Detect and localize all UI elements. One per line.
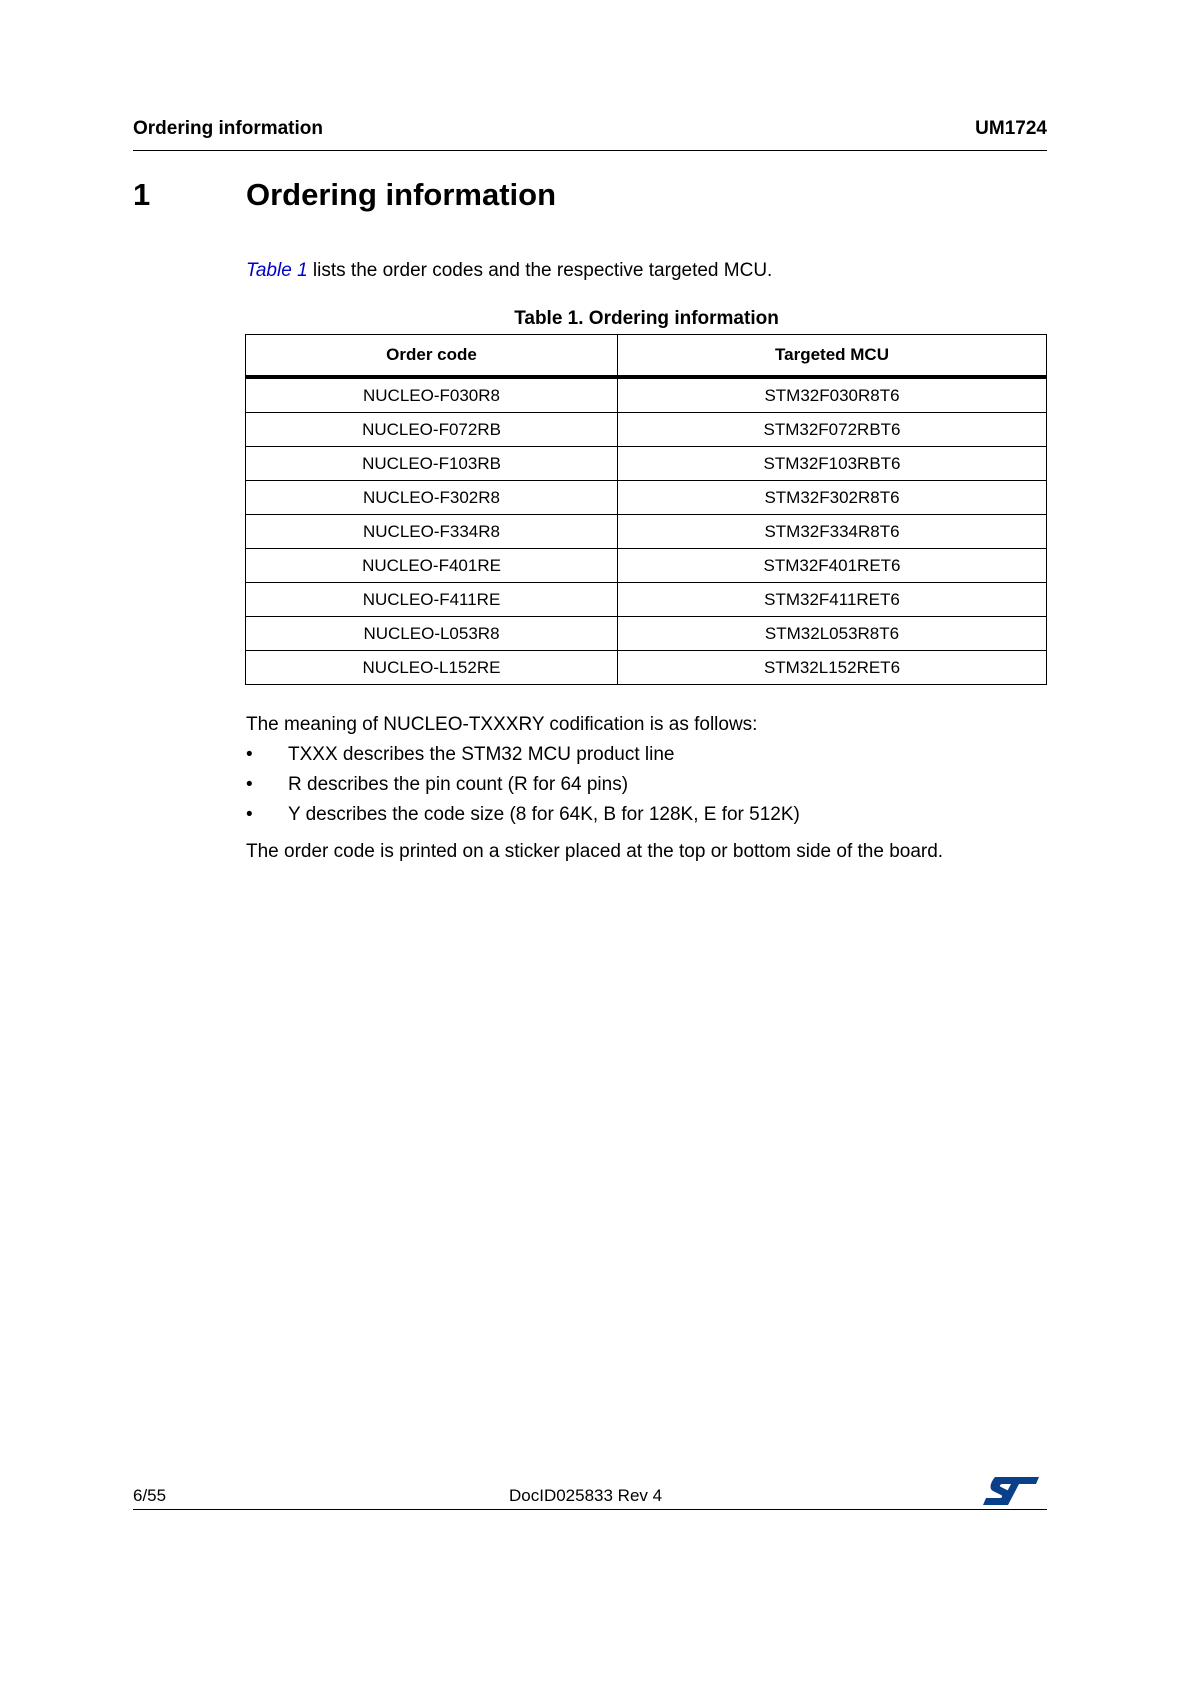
intro-paragraph (246, 260, 772, 282)
mcu-cell: STM32F401RET6 (618, 549, 1047, 583)
bullet-icon: • (246, 744, 253, 765)
table-1-link[interactable]: Table 1 (246, 260, 308, 281)
order-code-cell: NUCLEO-F334R8 (246, 515, 618, 549)
table-row (246, 447, 1047, 481)
header-targeted-mcu: Targeted MCU (618, 335, 1047, 378)
mcu-cell: STM32F411RET6 (618, 583, 1047, 617)
page-header (133, 116, 1047, 151)
table-row (246, 377, 1047, 413)
order-code-cell: NUCLEO-L053R8 (246, 617, 618, 651)
table-row (246, 515, 1047, 549)
table-caption: Table 1. Ordering information (514, 308, 779, 329)
mcu-cell: STM32F030R8T6 (618, 377, 1047, 413)
page-number: 6/55 (133, 1486, 167, 1505)
st-logo-icon (981, 1474, 1041, 1508)
table-row (246, 413, 1047, 447)
header-order-code: Order code (246, 335, 618, 378)
table-header-row (246, 335, 1047, 378)
sticker-note: The order code is printed on a sticker placed at the top or bottom side of the board. (246, 841, 944, 862)
list-item (246, 805, 800, 835)
mcu-cell: STM32F302R8T6 (618, 481, 1047, 515)
order-code-cell: NUCLEO-F302R8 (246, 481, 618, 515)
section-number: 1 (133, 177, 151, 212)
mcu-cell: STM32F103RBT6 (618, 447, 1047, 481)
list-item (246, 775, 800, 805)
section-title: Ordering information (246, 177, 556, 212)
table-row (246, 583, 1047, 617)
mcu-cell: STM32F334R8T6 (618, 515, 1047, 549)
doc-id: DocID025833 Rev 4 (509, 1486, 663, 1505)
order-code-cell: NUCLEO-F030R8 (246, 377, 618, 413)
header-section-title: Ordering information (133, 118, 323, 139)
order-code-cell: NUCLEO-L152RE (246, 651, 618, 685)
bullet-icon: • (246, 774, 253, 795)
table-row (246, 549, 1047, 583)
order-code-cell: NUCLEO-F072RB (246, 413, 618, 447)
mcu-cell: STM32F072RBT6 (618, 413, 1047, 447)
page-footer (133, 1480, 1047, 1510)
bullet-icon: • (246, 804, 253, 825)
mcu-cell: STM32L152RET6 (618, 651, 1047, 685)
header-doc-code: UM1724 (975, 118, 1047, 139)
codification-intro: The meaning of NUCLEO-TXXXRY codification is as follows: (246, 714, 758, 735)
list-item-text: Y describes the code size (8 for 64K, B for 128K, E for 512K) (288, 804, 800, 825)
order-code-cell: NUCLEO-F401RE (246, 549, 618, 583)
codification-list (246, 745, 800, 835)
list-item-text: TXXX describes the STM32 MCU product line (288, 744, 675, 765)
order-code-cell: NUCLEO-F411RE (246, 583, 618, 617)
list-item-text: R describes the pin count (R for 64 pins) (288, 774, 629, 795)
order-code-cell: NUCLEO-F103RB (246, 447, 618, 481)
table-row (246, 481, 1047, 515)
table-row (246, 617, 1047, 651)
mcu-cell: STM32L053R8T6 (618, 617, 1047, 651)
ordering-table (245, 334, 1047, 685)
table-row (246, 651, 1047, 685)
intro-text: lists the order codes and the respective targeted MCU. (307, 260, 773, 281)
list-item (246, 745, 800, 775)
